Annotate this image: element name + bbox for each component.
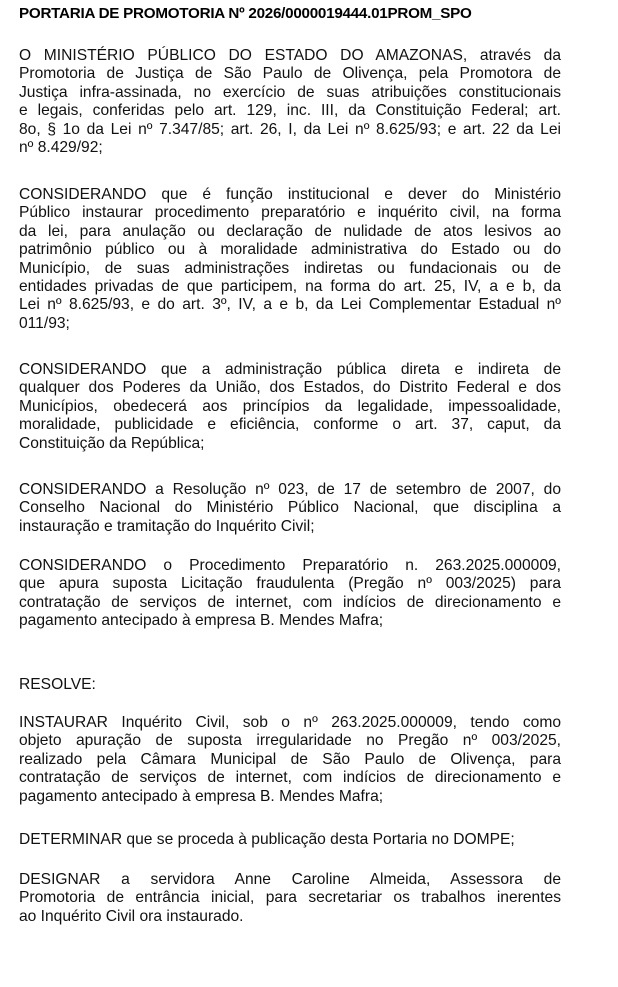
text-line: Município, de suas administrações indiretas ou fundacionais ou de <box>19 259 561 277</box>
text-line: contratação de serviços de internet, com indícios de direcionamento e <box>19 769 561 787</box>
text-line: INSTAURAR Inquérito Civil, sob o nº 263.2025.000009, tendo como <box>19 714 561 731</box>
text-line: qualquer dos Poderes da União, dos Estados, do Distrito Federal e dos <box>19 379 561 397</box>
text-line: entidades privadas de que participem, na forma do art. 25, IV, a e b, da <box>19 277 561 295</box>
text-line: objeto apuração de suposta irregularidade no Pregão nº 003/2025, <box>19 732 561 750</box>
text-line: Municípios, obedecerá aos princípios da legalidade, impessoalidade, <box>19 397 561 415</box>
text-line: DESIGNAR a servidora Anne Caroline Almeida, Assessora de <box>19 871 561 888</box>
resolve-heading: RESOLVE: <box>19 676 96 693</box>
paragraph-instaurar <box>19 714 561 806</box>
text-line: Promotoria de entrância inicial, para secretariar os trabalhos inerentes <box>19 889 561 907</box>
text-line: 8o, § 1o da Lei nº 7.347/85; art. 26, I, da Lei nº 8.625/93; e art. 22 da Lei <box>19 120 561 138</box>
text-line: nº 8.429/92; <box>19 138 103 156</box>
text-line: O MINISTÉRIO PÚBLICO DO ESTADO DO AMAZONAS, através da <box>19 47 561 64</box>
text-line: CONSIDERANDO a Resolução nº 023, de 17 de setembro de 2007, do <box>19 481 561 498</box>
text-line: Lei nº 8.625/93, e do art. 3º, IV, a e b, da Lei Complementar Estadual nº <box>19 296 561 314</box>
paragraph-considerando-1 <box>19 186 561 333</box>
paragraph-resolve <box>19 676 561 694</box>
text-line: DETERMINAR que se proceda à publicação desta Portaria no DOMPE; <box>19 831 515 848</box>
text-line: Público instaurar procedimento preparatório e inquérito civil, na forma <box>19 204 561 222</box>
paragraph-designar <box>19 871 561 926</box>
paragraph-preamble <box>19 47 561 157</box>
text-line: CONSIDERANDO que é função institucional e dever do Ministério <box>19 186 561 203</box>
text-line: da lei, para anulação ou declaração de nulidade de atos lesivos ao <box>19 222 561 240</box>
text-line: que apura suposta Licitação fraudulenta (Pregão nº 003/2025) para <box>19 575 561 593</box>
paragraph-determinar <box>19 831 561 849</box>
text-line: 011/93; <box>19 314 70 332</box>
text-line: realizado pela Câmara Municipal de São Paulo de Olivença, para <box>19 750 561 768</box>
document-title: PORTARIA DE PROMOTORIA Nº 2026/0000019444.01PROM_SPO <box>19 5 472 22</box>
text-line: pagamento antecipado à empresa B. Mendes Mafra; <box>19 787 384 805</box>
text-line: patrimônio público ou à moralidade administrativa do Estado ou do <box>19 241 561 259</box>
paragraph-considerando-2 <box>19 361 561 453</box>
text-line: CONSIDERANDO o Procedimento Preparatório n. 263.2025.000009, <box>19 557 561 574</box>
paragraph-considerando-3 <box>19 481 561 536</box>
text-line: pagamento antecipado à empresa B. Mendes Mafra; <box>19 612 384 630</box>
text-line: Conselho Nacional do Ministério Público Nacional, que disciplina a <box>19 499 561 517</box>
paragraph-considerando-4 <box>19 557 561 631</box>
text-line: moralidade, publicidade e eficiência, conforme o art. 37, caput, da <box>19 416 561 434</box>
text-line: Constituição da República; <box>19 434 205 452</box>
text-line: e legais, conferidas pelo art. 129, inc. III, da Constituição Federal; art. <box>19 102 561 120</box>
text-line: Justiça infra-assinada, no exercício de suas atribuições constitucionais <box>19 83 561 101</box>
text-line: contratação de serviços de internet, com indícios de direcionamento e <box>19 593 561 611</box>
text-line: CONSIDERANDO que a administração pública direta e indireta de <box>19 361 561 378</box>
text-line: instauração e tramitação do Inquérito Civil; <box>19 517 315 535</box>
text-line: Promotoria de Justiça de São Paulo de Olivença, pela Promotora de <box>19 65 561 83</box>
text-line: ao Inquérito Civil ora instaurado. <box>19 907 244 925</box>
